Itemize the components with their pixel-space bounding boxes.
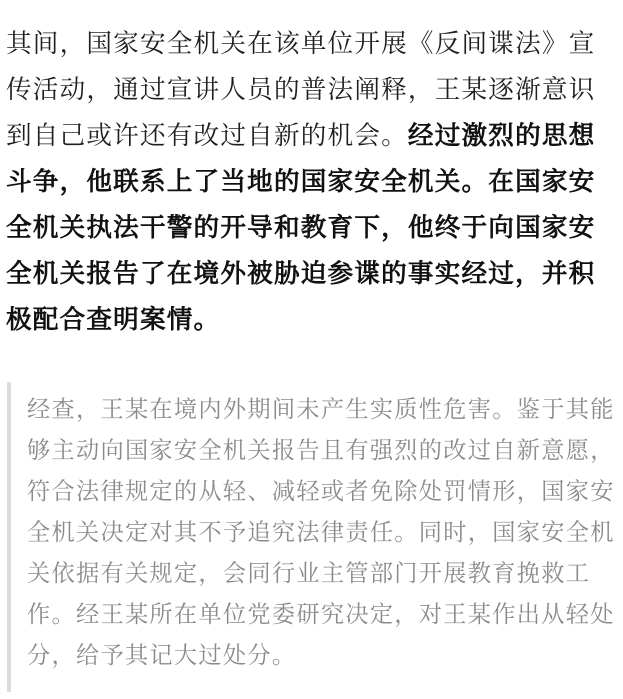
quote-bar [7, 382, 11, 692]
paragraph-plain-text: 其间，国家安全机关在该单位开展《反间谍法》宣传活动，通过宣讲人员的普法阐释，王某逐渐意识到自己或许还有改过自新的机会。 [6, 29, 596, 151]
quote-text: 经查，王某在境内外期间未产生实质性危害。鉴于其能够主动向国家安全机关报告且有强烈的改过自新意愿，符合法律规定的从轻、减轻或者免除处罚情形，国家安全机关决定对其不予追究法律责任。同时，国家安全机关依据有关规定，会同行业主管部门开展教育挽救工作。经王某所在单位党委研究决定，对王某作出从轻处分，给予其记大过处分。 [27, 396, 615, 669]
paragraph-bold-text: 经过激烈的思想斗争，他联系上了当地的国家安全机关。在国家安全机关执法干警的开导和教育下，他终于向国家安全机关报告了在境外被胁迫参谍的事实经过，并积极配合查明案情。 [6, 121, 596, 335]
blockquote [0, 382, 623, 692]
main-paragraph [6, 21, 618, 343]
